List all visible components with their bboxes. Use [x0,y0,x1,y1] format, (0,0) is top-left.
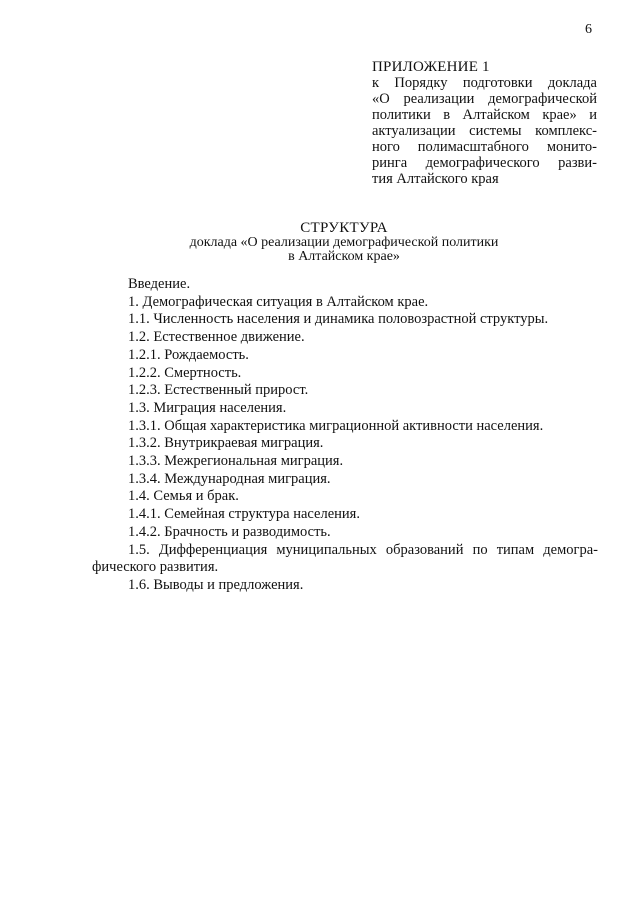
appendix-block [372,59,597,187]
appendix-line: «О реализации демографической [372,91,597,107]
heading-title: СТРУКТУРА [300,220,388,236]
list-item: 1.2.2. Смертность. [128,364,242,381]
appendix-line: ринга демографического разви- [372,155,597,171]
list-item: 1.1. Численность населения и динамика половозрастной структуры. [128,311,549,328]
list-item: 1.2. Естественное движение. [128,329,305,346]
list-item: 1.3.3. Межрегиональная миграция. [128,453,344,470]
list-item: 1.4.2. Брачность и разводимость. [128,523,331,540]
structure-list [92,276,598,595]
list-item: Введение. [128,276,191,292]
list-item: 1.2.1. Рождаемость. [128,346,249,363]
list-item: 1.4. Семья и брак. [128,488,239,505]
list-item-line: 1.5. Дифференциация муниципальных образований по типам демогра- [128,541,598,558]
list-item-wrapped [92,542,598,577]
list-item: 1.6. Выводы и предложения. [128,576,304,593]
document-heading [94,220,594,264]
appendix-line: тия Алтайского края [372,171,499,187]
appendix-title: ПРИЛОЖЕНИЕ 1 [372,59,490,75]
list-item-line: фического развития. [92,559,219,576]
list-item: 1.4.1. Семейная структура населения. [128,506,360,523]
heading-subtitle-line: в Алтайском крае» [288,249,400,264]
list-item: 1.3. Миграция населения. [128,399,287,416]
list-item: 1.2.3. Естественный прирост. [128,382,309,399]
heading-subtitle-line: доклада «О реализации демографической политики [189,235,499,250]
appendix-line: политики в Алтайском крае» и [372,107,597,123]
list-item: 1. Демографическая ситуация в Алтайском крае. [128,293,429,310]
appendix-line: к Порядку подготовки доклада [372,75,597,91]
list-item: 1.3.1. Общая характеристика миграционной активности населения. [128,417,544,434]
page-number: 6 [585,22,592,37]
list-item: 1.3.4. Международная миграция. [128,470,331,487]
list-item: 1.3.2. Внутрикраевая миграция. [128,435,324,452]
appendix-line: актуализации системы комплекс- [372,123,597,139]
appendix-line: ного полимасштабного монито- [372,139,597,155]
